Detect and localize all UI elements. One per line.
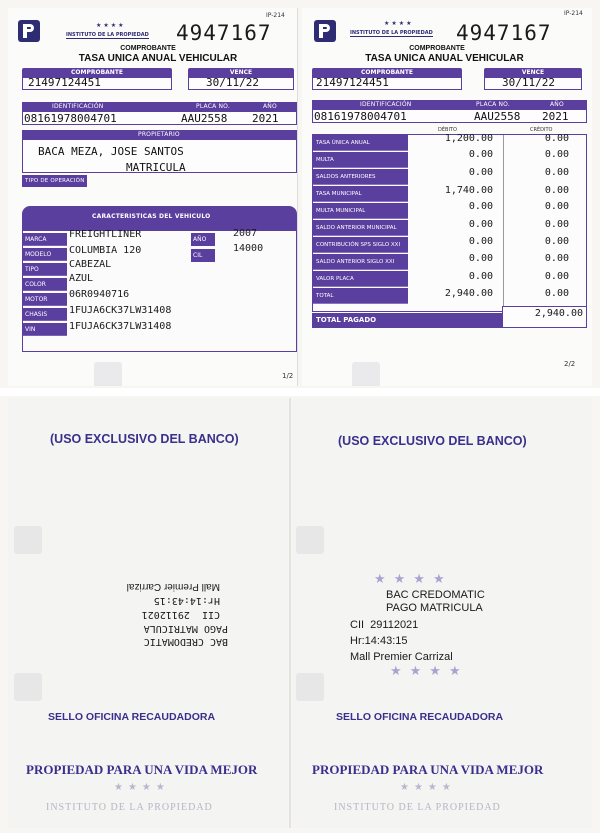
placa-label: PLACA NO. bbox=[196, 103, 230, 110]
stamp-line1: BAC CREDOMATIC bbox=[386, 589, 485, 601]
institute-name: INSTITUTO DE LA PROPIEDAD bbox=[66, 32, 149, 38]
veh-cil-value: 14000 bbox=[233, 243, 264, 254]
propietario-label: PROPIETARIO bbox=[138, 131, 180, 138]
modelo-label: MODELO bbox=[23, 248, 67, 261]
row-valor-placa-credito: 0.00 bbox=[544, 271, 569, 282]
stamp-line2: PAGO MATRICULA bbox=[386, 602, 483, 614]
total-pagado-label: TOTAL PAGADO bbox=[316, 316, 377, 324]
veh-anio-value: 2007 bbox=[233, 228, 258, 239]
form-code: IP-214 bbox=[564, 10, 583, 17]
operation-value: MATRICULA bbox=[126, 161, 186, 174]
vence-label: VENCE bbox=[484, 68, 582, 77]
anio-value: 2021 bbox=[542, 110, 569, 123]
row-total-credito: 0.00 bbox=[544, 288, 569, 299]
comprobante-value: 21497124451 bbox=[316, 76, 389, 89]
row-tasa-municipal-debito: 1,740.00 bbox=[444, 185, 493, 196]
color-label: COLOR bbox=[23, 278, 67, 291]
row-saldo-siglo-label: SALDO ANTERIOR SIGLO XXI bbox=[313, 254, 408, 270]
row-saldos-anteriores-label: SALDOS ANTERIORES bbox=[313, 169, 408, 185]
row-multa-label: MULTA bbox=[313, 152, 408, 168]
row-tasa-municipal-label: TASA MUNICIPAL bbox=[313, 186, 408, 202]
row-total-label: TOTAL bbox=[313, 288, 408, 304]
chasis-label: CHASIS bbox=[23, 308, 67, 321]
row-multa-credito: 0.00 bbox=[544, 149, 569, 160]
color-value: AZUL bbox=[69, 273, 94, 284]
front-right-copy bbox=[302, 8, 592, 386]
motto: PROPIEDAD PARA UNA VIDA MEJOR bbox=[312, 762, 544, 777]
institute-stars: ★★★★ bbox=[384, 20, 414, 27]
row-saldo-siglo-debito: 0.00 bbox=[468, 253, 493, 264]
row-saldo-ant-municipal-credito: 0.00 bbox=[544, 219, 569, 230]
institute-logo-icon bbox=[314, 20, 336, 42]
identificacion-label: IDENTIFICACIÓN bbox=[52, 103, 104, 110]
stamp-line4: Hr:14:43:15 bbox=[153, 595, 220, 606]
placa-label: PLACA NO. bbox=[476, 101, 510, 108]
motor-label: MOTOR bbox=[23, 293, 67, 306]
stamp-line4: Hr:14:43:15 bbox=[350, 635, 408, 647]
row-contribucion-sps-credito: 0.00 bbox=[544, 236, 569, 247]
stamp-stars-bottom: ★★★★ bbox=[390, 664, 469, 679]
row-saldos-anteriores-debito: 0.00 bbox=[468, 167, 493, 178]
row-valor-placa-label: VALOR PLACA bbox=[313, 271, 408, 287]
stamp-line3: CII 29112021 bbox=[141, 609, 220, 620]
bank-use-label: (USO EXCLUSIVO DEL BANCO) bbox=[338, 434, 527, 448]
row-multa-debito: 0.00 bbox=[468, 149, 493, 160]
stamp-line1: BAC CREDOMATIC bbox=[143, 636, 228, 647]
row-valor-placa-debito: 0.00 bbox=[468, 271, 493, 282]
row-saldos-anteriores-credito: 0.00 bbox=[544, 167, 569, 178]
watermark-logo-icon bbox=[296, 673, 324, 701]
tipo-label: TIPO bbox=[23, 263, 67, 276]
marca-value: FREIGHTLINER bbox=[69, 229, 142, 240]
debito-label: DÉBITO bbox=[438, 127, 457, 133]
identificacion-value: 08161978004701 bbox=[24, 112, 117, 125]
row-total-debito: 2,940.00 bbox=[444, 288, 493, 299]
institute-logo-icon bbox=[18, 20, 40, 42]
row-tasa-unica-debito: 1,200.00 bbox=[444, 133, 493, 144]
sello-label: SELLO OFICINA RECAUDADORA bbox=[336, 711, 504, 723]
doc-title: TASA UNICA ANUAL VEHICULAR bbox=[78, 53, 238, 64]
form-code: IP-214 bbox=[266, 12, 285, 19]
fold-line bbox=[289, 398, 291, 828]
payment-table bbox=[312, 134, 587, 312]
footer-stars: ★★★★ bbox=[114, 782, 170, 793]
tipo-operacion-label: TIPO DE OPERACIÓN bbox=[25, 178, 85, 184]
row-contribucion-sps-label: CONTRIBUCIÓN SPS SIGLO XXI bbox=[313, 237, 408, 253]
row-tasa-municipal-credito: 0.00 bbox=[544, 185, 569, 196]
footer-institution: INSTITUTO DE LA PROPIEDAD bbox=[334, 802, 501, 813]
vehicle-title: CARACTERISTICAS DEL VEHICULO bbox=[92, 213, 211, 220]
folio-number: 4947167 bbox=[176, 21, 272, 45]
id-header-bar bbox=[312, 100, 587, 109]
front-left-copy bbox=[8, 8, 298, 386]
footer-stars: ★★★★ bbox=[400, 782, 456, 793]
page-number-left: 1/2 bbox=[282, 372, 294, 380]
comprobante-label: COMPROBANTE bbox=[312, 68, 462, 77]
credito-label: CRÉDITO bbox=[530, 127, 553, 133]
row-multa-municipal-label: MULTA MUNICIPAL bbox=[313, 203, 408, 219]
marca-label: MARCA bbox=[23, 233, 67, 246]
row-multa-municipal-credito: 0.00 bbox=[544, 201, 569, 212]
veh-anio-label: AÑO bbox=[191, 233, 215, 246]
identificacion-value: 08161978004701 bbox=[314, 110, 407, 123]
folio-number: 4947167 bbox=[456, 21, 552, 45]
watermark-logo-icon bbox=[352, 362, 380, 386]
watermark-logo-icon bbox=[14, 673, 42, 701]
row-saldo-ant-municipal-label: SALDO ANTERIOR MUNICIPAL bbox=[313, 220, 408, 236]
sello-label: SELLO OFICINA RECAUDADORA bbox=[48, 711, 216, 723]
institute-name: INSTITUTO DE LA PROPIEDAD bbox=[350, 30, 433, 36]
anio-label: AÑO bbox=[263, 103, 277, 110]
back-right-copy bbox=[292, 398, 592, 828]
motor-value: 06R0940716 bbox=[69, 289, 130, 300]
vin-label: VIN bbox=[23, 323, 67, 336]
institute-stars: ★★★★ bbox=[96, 22, 126, 29]
tipo-value: CABEZAL bbox=[69, 259, 112, 270]
placa-value: AAU2558 bbox=[181, 112, 228, 125]
doc-type: COMPROBANTE bbox=[120, 45, 176, 52]
row-tasa-unica-credito: 0.00 bbox=[544, 133, 569, 144]
vence-value: 30/11/22 bbox=[502, 76, 555, 89]
placa-value: AAU2558 bbox=[474, 110, 521, 123]
owner-name: BACA MEZA, JOSE SANTOS bbox=[38, 145, 184, 158]
stamp-line2: PAGO MATRICULA bbox=[143, 623, 228, 634]
vin-value: 1FUJA6CK37LW31408 bbox=[69, 321, 172, 332]
comprobante-label: COMPROBANTE bbox=[22, 68, 172, 77]
bank-stamp-inverted bbox=[88, 568, 228, 648]
stamp-stars: ★★★★ bbox=[374, 572, 453, 587]
stamp-line3: CII 29112021 bbox=[350, 619, 419, 631]
row-saldo-ant-municipal-debito: 0.00 bbox=[468, 219, 493, 230]
comprobante-value: 21497124451 bbox=[28, 76, 101, 89]
watermark-logo-icon bbox=[14, 526, 42, 554]
veh-cil-label: CIL bbox=[191, 249, 215, 262]
bank-use-label: (USO EXCLUSIVO DEL BANCO) bbox=[50, 432, 239, 446]
column-divider bbox=[503, 135, 504, 311]
doc-title: TASA UNICA ANUAL VEHICULAR bbox=[365, 53, 524, 64]
watermark-logo-icon bbox=[94, 362, 122, 386]
identificacion-label: IDENTIFICACIÓN bbox=[360, 101, 412, 108]
footer-institution: INSTITUTO DE LA PROPIEDAD bbox=[46, 802, 213, 813]
total-pagado-value: 2,940.00 bbox=[534, 308, 583, 319]
motto: PROPIEDAD PARA UNA VIDA MEJOR bbox=[26, 762, 258, 777]
row-contribucion-sps-debito: 0.00 bbox=[468, 236, 493, 247]
anio-label: AÑO bbox=[550, 101, 564, 108]
watermark-logo-icon bbox=[296, 526, 324, 554]
vence-value: 30/11/22 bbox=[206, 76, 259, 89]
page-number-right: 2/2 bbox=[564, 360, 576, 368]
scan-gap bbox=[0, 388, 600, 396]
row-saldo-siglo-credito: 0.00 bbox=[544, 253, 569, 264]
row-multa-municipal-debito: 0.00 bbox=[468, 201, 493, 212]
stamp-line5: Mall Premier Carrizal bbox=[126, 581, 220, 592]
anio-value: 2021 bbox=[252, 112, 279, 125]
back-left-copy bbox=[8, 398, 288, 828]
vence-label: VENCE bbox=[188, 68, 294, 77]
modelo-value: COLUMBIA 120 bbox=[69, 245, 142, 256]
vehicle-grid bbox=[22, 230, 297, 352]
doc-type: COMPROBANTE bbox=[409, 45, 465, 52]
stamp-line5: Mall Premier Carrizal bbox=[350, 651, 453, 663]
chasis-value: 1FUJA6CK37LW31408 bbox=[69, 305, 172, 316]
row-tasa-unica-label: TASA ÚNICA ANUAL bbox=[313, 135, 408, 151]
